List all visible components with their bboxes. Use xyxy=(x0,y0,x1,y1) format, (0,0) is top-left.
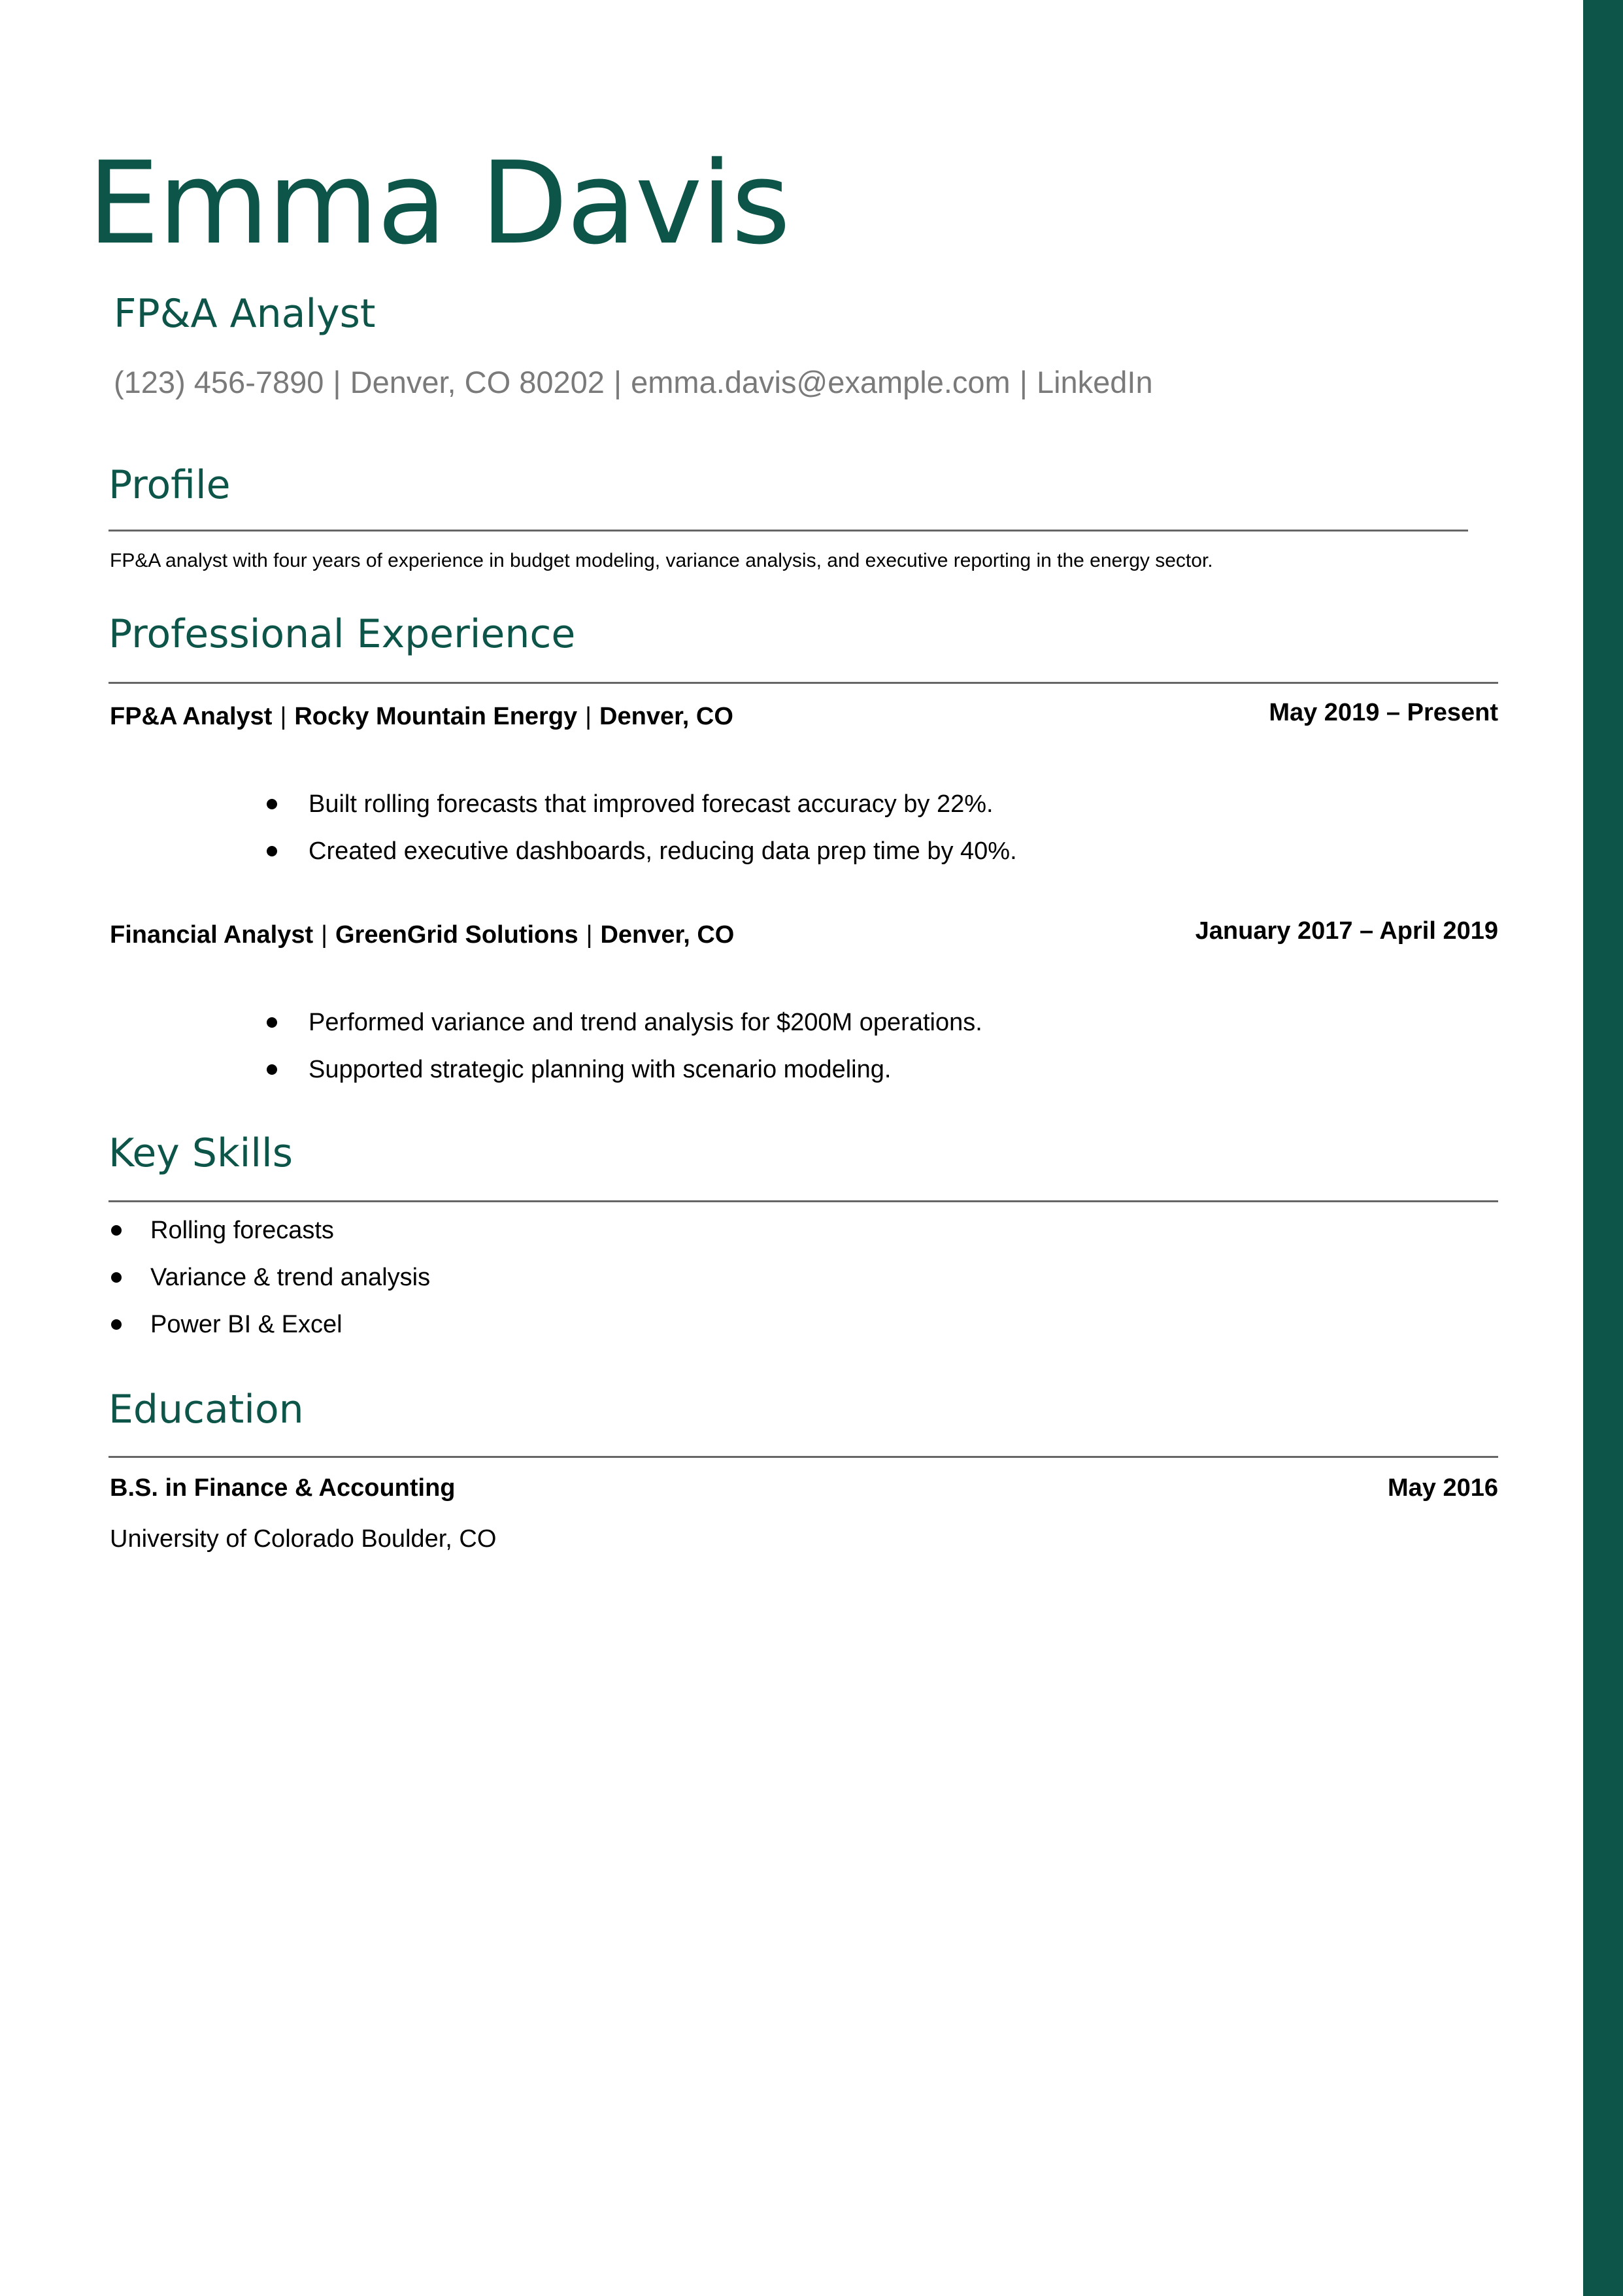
section-divider xyxy=(109,1456,1498,1458)
contact-separator: | xyxy=(613,365,622,399)
skill-text: Rolling forecasts xyxy=(150,1217,334,1244)
bullet-dot-icon xyxy=(267,799,277,809)
bullet-dot-icon xyxy=(267,846,277,856)
job-company: Rocky Mountain Energy xyxy=(294,703,578,730)
contact-separator: | xyxy=(333,365,341,399)
contact-line xyxy=(114,360,1153,405)
skill-text: Power BI & Excel xyxy=(150,1311,343,1338)
accent-side-bar xyxy=(1583,0,1623,2296)
job-bullet-text: Built rolling forecasts that improved forecast accuracy by 22%. xyxy=(309,790,994,818)
bullet-dot-icon xyxy=(267,1064,277,1075)
section-heading-education: Education xyxy=(109,1387,304,1432)
education-degree: B.S. in Finance & Accounting xyxy=(110,1474,456,1502)
job-separator: | xyxy=(586,921,593,949)
job-bullet-text: Performed variance and trend analysis for $200M operations. xyxy=(309,1009,982,1036)
job-header xyxy=(110,917,1498,953)
contact-location: Denver, CO 80202 xyxy=(350,365,605,399)
education-date: May 2016 xyxy=(1387,1474,1498,1502)
job-header-left xyxy=(110,698,733,735)
contact-phone: (123) 456-7890 xyxy=(114,365,324,399)
job-role: Financial Analyst xyxy=(110,921,314,949)
candidate-name: Emma Davis xyxy=(88,137,790,270)
job-header xyxy=(110,698,1498,735)
job-bullet-text: Created executive dashboards, reducing data prep time by 40%. xyxy=(309,837,1017,865)
job-location: Denver, CO xyxy=(599,703,733,730)
education-school: University of Colorado Boulder, CO xyxy=(110,1525,497,1553)
profile-summary: FP&A analyst with four years of experience in budget modeling, variance analysis, and executive reporting in the energy sector. xyxy=(110,550,1213,571)
job-separator: | xyxy=(585,703,592,730)
section-divider xyxy=(109,682,1498,684)
section-divider xyxy=(109,530,1468,532)
bullet-dot-icon xyxy=(111,1272,122,1283)
section-divider xyxy=(109,1200,1498,1202)
contact-linkedin-link[interactable]: LinkedIn xyxy=(1036,365,1153,399)
job-location: Denver, CO xyxy=(600,921,735,949)
bullet-dot-icon xyxy=(111,1319,122,1330)
job-separator: | xyxy=(321,921,327,949)
section-heading-profile: Profile xyxy=(109,462,231,508)
job-bullet-text: Supported strategic planning with scenario modeling. xyxy=(309,1056,892,1083)
job-company: GreenGrid Solutions xyxy=(335,921,578,949)
job-dates: May 2019 – Present xyxy=(1269,699,1498,726)
contact-separator: | xyxy=(1019,365,1028,399)
section-heading-skills: Key Skills xyxy=(109,1130,293,1176)
job-header-left xyxy=(110,917,734,953)
candidate-title: FP&A Analyst xyxy=(114,291,376,337)
job-role: FP&A Analyst xyxy=(110,703,273,730)
section-heading-experience: Professional Experience xyxy=(109,611,576,657)
education-header xyxy=(110,1470,1498,1506)
skill-text: Variance & trend analysis xyxy=(150,1264,431,1291)
bullet-dot-icon xyxy=(267,1017,277,1028)
contact-email[interactable]: emma.davis@example.com xyxy=(631,365,1011,399)
bullet-dot-icon xyxy=(111,1225,122,1236)
job-dates: January 2017 – April 2019 xyxy=(1195,917,1498,945)
job-separator: | xyxy=(280,703,287,730)
